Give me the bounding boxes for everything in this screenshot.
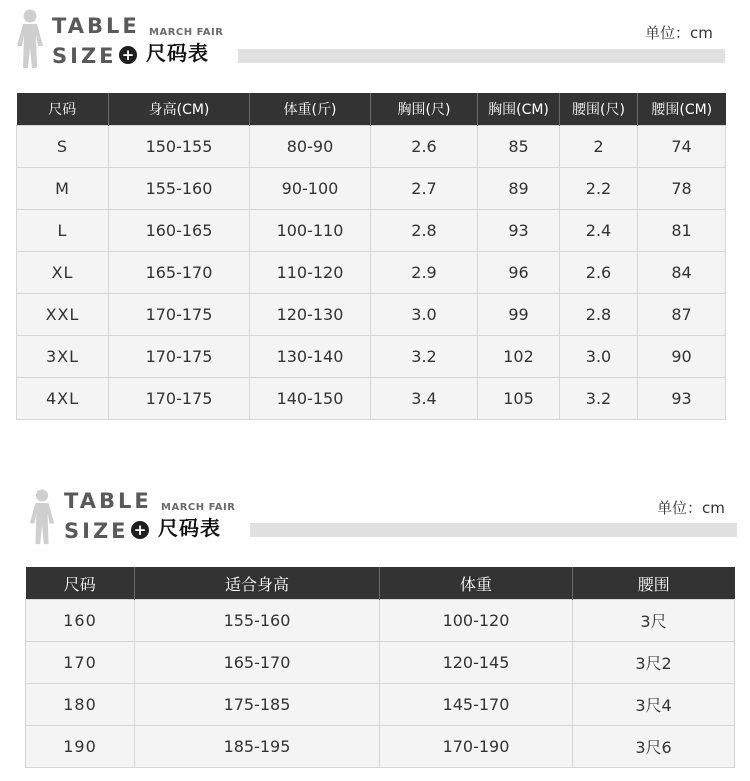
table-cell: 3XL (17, 336, 109, 378)
table-row (17, 210, 726, 252)
column-header: 胸围(CM) (478, 93, 560, 126)
column-header: 尺码 (26, 567, 135, 600)
table-cell: 96 (478, 252, 560, 294)
size-table-1 (16, 93, 726, 420)
table-cell: 3.0 (371, 294, 478, 336)
table-cell: 160 (26, 600, 135, 642)
table-cell: 78 (638, 168, 726, 210)
table-cell: 140-150 (250, 378, 371, 420)
column-header: 适合身高 (135, 567, 380, 600)
table-cell: 170 (26, 642, 135, 684)
unit-label: 单位：cm (657, 499, 725, 517)
table-cell: 170-175 (109, 294, 250, 336)
table-row (17, 378, 726, 420)
table-cell: 130-140 (250, 336, 371, 378)
table-cell: 87 (638, 294, 726, 336)
table-cell: 180 (26, 684, 135, 726)
table-cell: 3尺4 (573, 684, 735, 726)
table-cell: 170-175 (109, 378, 250, 420)
column-header: 腰围(尺) (560, 93, 638, 126)
table-cell: 2.6 (371, 126, 478, 168)
column-header: 体重(斤) (250, 93, 371, 126)
table-cell: 150-155 (109, 126, 250, 168)
table-cell: 2.8 (560, 294, 638, 336)
table-row (26, 642, 735, 684)
table-cell: 110-120 (250, 252, 371, 294)
title-table: TABLE (64, 489, 152, 513)
table-cell: 165-170 (109, 252, 250, 294)
column-header: 身高(CM) (109, 93, 250, 126)
table-row (17, 126, 726, 168)
table-cell: 3尺6 (573, 726, 735, 768)
table-cell: 185-195 (135, 726, 380, 768)
title-size: SIZE (64, 519, 129, 543)
table-row (26, 684, 735, 726)
unit-label: 单位：cm (645, 24, 713, 42)
table-cell: 3.0 (560, 336, 638, 378)
table-row (26, 726, 735, 768)
column-header: 腰围(CM) (638, 93, 726, 126)
size-table-2 (25, 567, 735, 768)
table-cell: 160-165 (109, 210, 250, 252)
table-cell: XXL (17, 294, 109, 336)
table-header-row (17, 93, 726, 126)
table-cell: 2.8 (371, 210, 478, 252)
title-underline-bar (238, 49, 725, 63)
title-underline-bar (250, 523, 737, 537)
table-cell: 89 (478, 168, 560, 210)
table-cell: 145-170 (380, 684, 573, 726)
title-table: TABLE (52, 14, 140, 38)
title-chinese: 尺码表 (158, 516, 221, 540)
table-cell: 85 (478, 126, 560, 168)
table-cell: S (17, 126, 109, 168)
table-row (26, 600, 735, 642)
size-chart-section-2 (0, 478, 750, 781)
table-cell: 165-170 (135, 642, 380, 684)
table-row (17, 168, 726, 210)
table-cell: 80-90 (250, 126, 371, 168)
table-cell: 155-160 (135, 600, 380, 642)
table-cell: 190 (26, 726, 135, 768)
table-cell: 155-160 (109, 168, 250, 210)
table-cell: 2.4 (560, 210, 638, 252)
table-row (17, 294, 726, 336)
table-cell: 175-185 (135, 684, 380, 726)
table-cell: 2.6 (560, 252, 638, 294)
table-cell: 100-110 (250, 210, 371, 252)
table-cell: 3.2 (371, 336, 478, 378)
table-cell: L (17, 210, 109, 252)
table-cell: 93 (638, 378, 726, 420)
column-header: 胸围(尺) (371, 93, 478, 126)
plus-icon: + (119, 46, 137, 64)
table-cell: 2.7 (371, 168, 478, 210)
person-silhouette-icon (14, 8, 46, 70)
table-cell: 84 (638, 252, 726, 294)
person-silhouette-icon (26, 488, 58, 546)
table-cell: 105 (478, 378, 560, 420)
column-header: 尺码 (17, 93, 109, 126)
title-subtitle: MARCH FAIR (161, 502, 236, 513)
table-cell: 4XL (17, 378, 109, 420)
table-cell: 120-130 (250, 294, 371, 336)
table-cell: 102 (478, 336, 560, 378)
table-cell: 170-175 (109, 336, 250, 378)
table-cell: 2.2 (560, 168, 638, 210)
table-cell: 90 (638, 336, 726, 378)
table-cell: 90-100 (250, 168, 371, 210)
table-cell: 93 (478, 210, 560, 252)
table-cell: 81 (638, 210, 726, 252)
title-subtitle: MARCH FAIR (149, 27, 224, 38)
table-cell: 120-145 (380, 642, 573, 684)
title-chinese: 尺码表 (146, 41, 209, 65)
column-header: 腰围 (573, 567, 735, 600)
table-cell: M (17, 168, 109, 210)
column-header: 体重 (380, 567, 573, 600)
plus-icon: + (131, 521, 149, 539)
table-cell: 3.2 (560, 378, 638, 420)
title-size: SIZE (52, 44, 117, 68)
table-row (17, 336, 726, 378)
table-cell: 74 (638, 126, 726, 168)
table-cell: XL (17, 252, 109, 294)
table-cell: 2 (560, 126, 638, 168)
table-cell: 3.4 (371, 378, 478, 420)
table-cell: 3尺2 (573, 642, 735, 684)
table-header-row (26, 567, 735, 600)
table-cell: 99 (478, 294, 560, 336)
table-cell: 170-190 (380, 726, 573, 768)
table-cell: 3尺 (573, 600, 735, 642)
table-cell: 100-120 (380, 600, 573, 642)
table-cell: 2.9 (371, 252, 478, 294)
table-row (17, 252, 726, 294)
